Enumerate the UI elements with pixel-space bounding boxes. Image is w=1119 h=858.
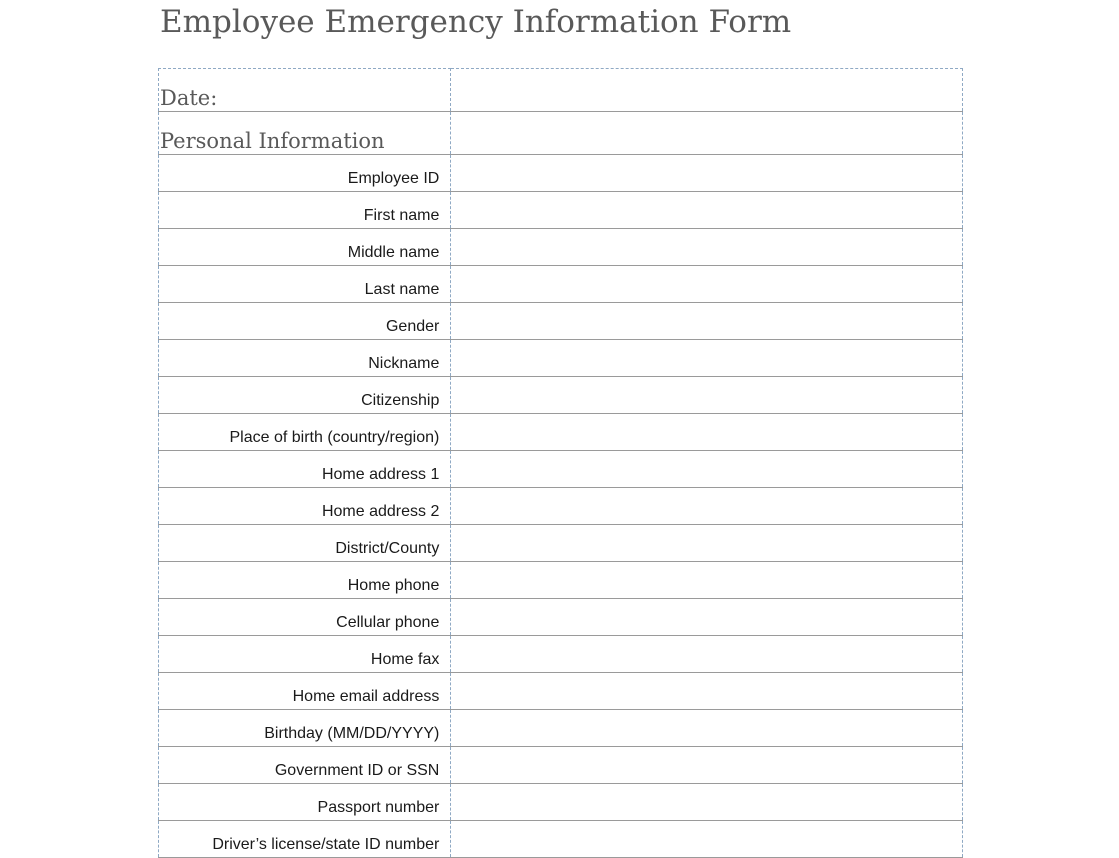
date-value-cell[interactable] <box>451 69 963 112</box>
table-row <box>159 377 963 414</box>
table-row <box>159 451 963 488</box>
field-label: Citizenship <box>159 377 451 414</box>
personal-info-section-row <box>159 112 963 155</box>
table-row <box>159 488 963 525</box>
table-row <box>159 636 963 673</box>
field-value-cell[interactable] <box>451 562 963 599</box>
table-row <box>159 414 963 451</box>
field-value-cell[interactable] <box>451 414 963 451</box>
field-label: Home address 1 <box>159 451 451 488</box>
field-label: Birthday (MM/DD/YYYY) <box>159 710 451 747</box>
section-heading-personal-information: Personal Information <box>159 112 451 155</box>
table-row <box>159 303 963 340</box>
field-value-cell[interactable] <box>451 821 963 858</box>
field-value-cell[interactable] <box>451 747 963 784</box>
field-value-cell[interactable] <box>451 303 963 340</box>
field-value-cell[interactable] <box>451 377 963 414</box>
field-value-cell[interactable] <box>451 229 963 266</box>
field-value-cell[interactable] <box>451 155 963 192</box>
table-row <box>159 821 963 858</box>
table-row <box>159 229 963 266</box>
table-row <box>159 784 963 821</box>
form-title: Employee Emergency Information Form <box>160 4 792 40</box>
field-value-cell[interactable] <box>451 451 963 488</box>
table-row <box>159 562 963 599</box>
field-label: Middle name <box>159 229 451 266</box>
field-label: Passport number <box>159 784 451 821</box>
field-value-cell[interactable] <box>451 673 963 710</box>
field-label: Home phone <box>159 562 451 599</box>
emergency-info-table <box>158 68 963 858</box>
field-value-cell[interactable] <box>451 192 963 229</box>
table-row <box>159 747 963 784</box>
field-label: Driver’s license/state ID number <box>159 821 451 858</box>
field-value-cell[interactable] <box>451 599 963 636</box>
field-value-cell[interactable] <box>451 784 963 821</box>
date-row <box>159 69 963 112</box>
section-heading-empty-cell <box>451 112 963 155</box>
field-label: District/County <box>159 525 451 562</box>
table-row <box>159 525 963 562</box>
field-value-cell[interactable] <box>451 340 963 377</box>
table-row <box>159 340 963 377</box>
table-row <box>159 599 963 636</box>
field-value-cell[interactable] <box>451 636 963 673</box>
field-value-cell[interactable] <box>451 710 963 747</box>
field-label: Home address 2 <box>159 488 451 525</box>
field-label: Place of birth (country/region) <box>159 414 451 451</box>
field-label: Cellular phone <box>159 599 451 636</box>
table-row <box>159 266 963 303</box>
field-label: Gender <box>159 303 451 340</box>
table-row <box>159 710 963 747</box>
table-row <box>159 155 963 192</box>
field-value-cell[interactable] <box>451 488 963 525</box>
field-value-cell[interactable] <box>451 525 963 562</box>
field-label: Home email address <box>159 673 451 710</box>
field-label: Employee ID <box>159 155 451 192</box>
table-row <box>159 192 963 229</box>
field-label: Government ID or SSN <box>159 747 451 784</box>
field-label: Nickname <box>159 340 451 377</box>
date-label: Date: <box>159 69 451 112</box>
field-label: Last name <box>159 266 451 303</box>
table-row <box>159 673 963 710</box>
field-label: Home fax <box>159 636 451 673</box>
field-value-cell[interactable] <box>451 266 963 303</box>
field-label: First name <box>159 192 451 229</box>
